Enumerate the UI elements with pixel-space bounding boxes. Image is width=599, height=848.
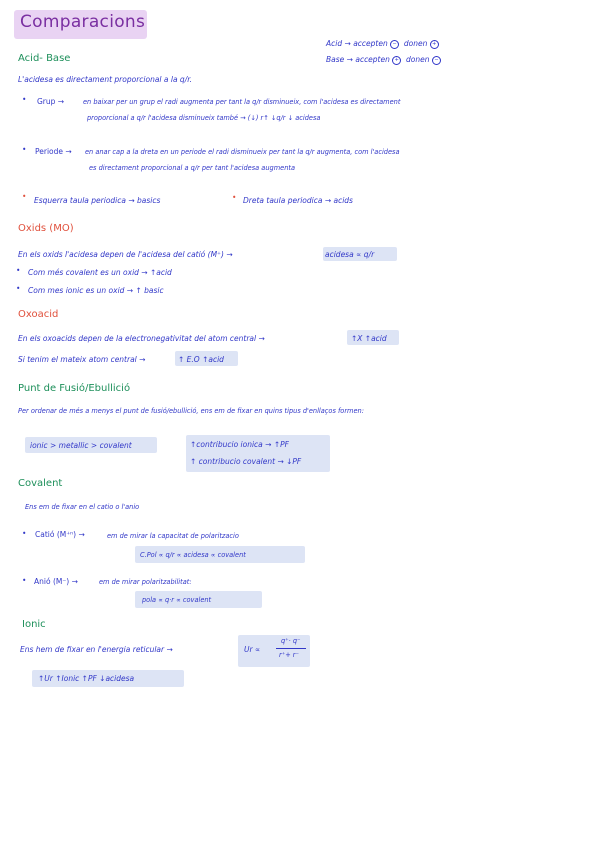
fusio-intro: Per ordenar de més a menys el punt de fusió/ebullició, ens em de fixar en quins tipus d'enllaços formen:	[18, 407, 364, 415]
anion-label: Anió (M⁻) →	[34, 577, 78, 586]
anion-text: em de mirar polaritzabilitat:	[99, 578, 192, 586]
heading-acid-base: Acid- Base	[18, 53, 71, 64]
oxids-intro-box: acidesa ∝ q/r	[325, 250, 375, 259]
bullet-dot: •	[22, 576, 27, 585]
bullet-dot: •	[22, 529, 27, 538]
legend-base-gives: donen	[406, 55, 430, 64]
plus-circle-icon: +	[430, 40, 439, 49]
bullet-dot: •	[232, 193, 237, 202]
minus-circle-icon: −	[432, 56, 441, 65]
heading-fusio: Punt de Fusió/Ebullició	[18, 383, 131, 394]
legend-arrow: →	[344, 39, 351, 48]
page-title: Comparacions	[20, 12, 146, 32]
oxids-intro: En els oxids l'acidesa depen de l'acidesa del catió (M⁺) →	[18, 250, 233, 259]
fraction-bar	[276, 648, 306, 649]
cation-text: em de mirar la capacitat de polaritzacio	[107, 532, 239, 540]
formula-numerator: q⁺· q⁻	[281, 637, 301, 645]
bullet-dot: •	[22, 145, 27, 154]
heading-ionic: Ionic	[22, 619, 46, 630]
anion-box: pola ∝ q·r ∝ covalent	[142, 596, 212, 604]
legend-acid-gives: donen	[403, 39, 428, 48]
periode-line-2: es directament proporcional a q/r per tant l'acidesa augmenta	[89, 164, 295, 172]
legend-acid-label: Acid	[326, 39, 343, 48]
oxids-bullet-1: Com més covalent es un oxid → ↑acid	[28, 268, 172, 277]
right-table-note: Dreta taula periodica → acids	[243, 196, 353, 205]
left-table-note: Esquerra taula periodica → basics	[34, 196, 161, 205]
oxoacid-line-1-box: ↑X ↑acid	[351, 334, 387, 343]
minus-circle-icon: −	[390, 40, 399, 49]
ionic-intro: Ens hem de fixar en l'energia reticular →	[20, 645, 173, 654]
bullet-dot: •	[22, 192, 27, 201]
oxoacid-line-1: En els oxoacids depen de la electronegativitat del atom central →	[18, 334, 265, 343]
acid-base-intro: L'acidesa es directament proporcional a la q/r.	[18, 75, 193, 84]
plus-circle-icon: +	[392, 56, 401, 65]
bullet-dot: •	[22, 95, 27, 104]
oxids-bullet-2: Com mes ionic es un oxid → ↑ basic	[28, 286, 164, 295]
cation-box: C.Pol ∝ q/r ∝ acidesa ∝ covalent	[140, 551, 246, 559]
legend-base-label: Base	[326, 55, 345, 64]
grup-label: Grup →	[37, 97, 65, 106]
oxoacid-line-2: Si tenim el mateix atom central →	[18, 355, 146, 364]
grup-line-1: en baixar per un grup el radi augmenta per tant la q/r disminueix, com l'acidesa es directament	[83, 98, 401, 106]
fusio-rule-2: ↑ contribucio covalent → ↓PF	[190, 457, 302, 466]
legend-arrow: →	[346, 55, 353, 64]
legend-acid	[326, 39, 439, 49]
bullet-dot: •	[16, 284, 21, 293]
fusio-rule-1: ↑contribucio ionica → ↑PF	[190, 440, 289, 449]
bullet-dot: •	[16, 266, 21, 275]
periode-label: Periode →	[35, 147, 72, 156]
grup-line-2: proporcional a q/r l'acidesa disminueix també → (↓) r↑ ↓q/r ↓ acidesa	[87, 114, 321, 122]
cation-label: Catió (M⁺ⁿ) →	[35, 530, 85, 539]
legend-base-accepts: accepten	[355, 55, 390, 64]
heading-oxoacid: Oxoacid	[18, 309, 59, 320]
formula-denominator: r⁺+ r⁻	[279, 651, 300, 659]
ionic-summary: ↑Ur ↑Ionic ↑PF ↓acidesa	[38, 674, 135, 683]
covalent-intro: Ens em de fixar en el catio o l'anio	[25, 503, 140, 511]
heading-covalent: Covalent	[18, 478, 63, 489]
legend-base	[326, 55, 441, 65]
heading-oxids: Oxids (MO)	[18, 223, 74, 234]
periode-line-1: en anar cap a la dreta en un periode el radi disminueix per tant la q/r augmenta, com l'acidesa	[85, 148, 400, 156]
fusio-order: ionic > metallic > covalent	[30, 441, 132, 450]
legend-acid-accepts: accepten	[353, 39, 388, 48]
formula-lhs: Ur ∝	[244, 645, 261, 654]
oxoacid-line-2-box: ↑ E.O ↑acid	[178, 355, 224, 364]
